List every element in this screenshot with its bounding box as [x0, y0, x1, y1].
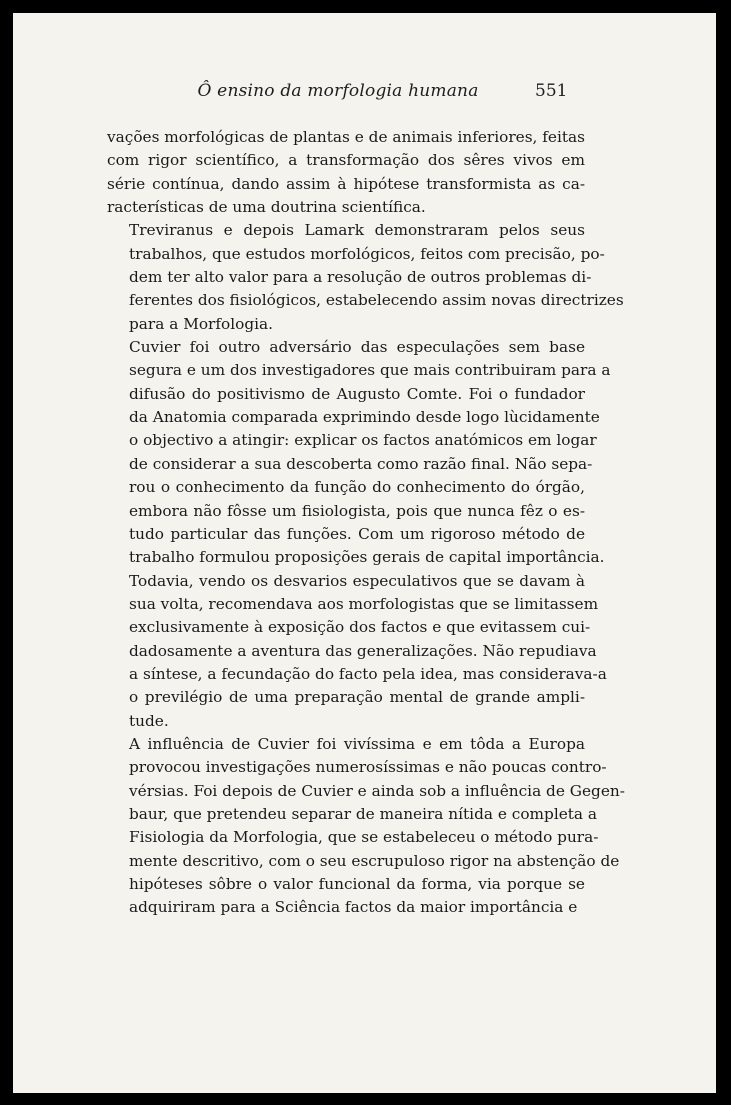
page-number: 551 [535, 81, 568, 101]
text-line: Fisiologia da Morfologia, que se estabeleceu o método pura- [129, 828, 599, 847]
body-text [107, 126, 625, 920]
text-line: embora não fôsse um fisiologista, pois que nunca fêz o es- [129, 501, 585, 520]
text-line: ferentes dos fisiológicos, estabelecendo assim novas directrizes [129, 291, 624, 310]
text-line: rou o conhecimento da função do conhecimento do órgão, [129, 478, 585, 497]
paragraph [107, 336, 611, 733]
paragraph [107, 219, 624, 336]
text-line: a síntese, a fecundação do facto pela idea, mas considerava-a [129, 664, 607, 683]
text-line: sua volta, recomendava aos morfologistas que se limitassem [129, 594, 599, 613]
text-line: vérsias. Foi depois de Cuvier e ainda sob a influência de Gegen- [129, 781, 625, 800]
text-line: tudo particular das funções. Com um rigoroso método de [129, 524, 585, 543]
text-line: vações morfológicas de plantas e de animais inferiores, feitas [107, 128, 585, 146]
paragraph [107, 733, 625, 920]
text-line: trabalho formulou proposições gerais de capital importância. [129, 548, 605, 567]
text-line: com rigor scientífico, a transformação dos sêres vivos em [107, 151, 585, 170]
text-line: dem ter alto valor para a resolução de outros problemas di- [129, 268, 592, 287]
text-line: para a Morfologia. [129, 314, 274, 333]
text-line: hipóteses sôbre o valor funcional da forma, via porque se [129, 875, 585, 893]
text-line: dadosamente a aventura das generalizações. Não repudiava [129, 641, 597, 660]
text-line: trabalhos, que estudos morfológicos, feitos com precisão, po- [129, 244, 605, 263]
running-title: Ô ensino da morfologia humana [197, 81, 479, 101]
text-line: o previlégio de uma preparação mental de grande ampli- [129, 688, 585, 707]
text-line: difusão do positivismo de Augusto Comte. Foi o fundador [129, 384, 585, 403]
text-line: racterísticas de uma doutrina scientífica. [107, 198, 426, 217]
text-line: série contínua, dando assim à hipótese transformista as ca- [107, 174, 585, 193]
paragraph [107, 126, 585, 219]
text-line: Treviranus e depois Lamark demonstraram pelos seus [129, 221, 585, 240]
text-line: tude. [129, 711, 169, 730]
text-line: exclusivamente à exposição dos factos e que evitassem cui- [129, 618, 591, 637]
text-line: mente descritivo, com o seu escrupuloso rigor na abstenção de [129, 851, 620, 870]
text-line: segura e um dos investigadores que mais contribuiram para a [129, 361, 611, 380]
text-line: Todavia, vendo os desvarios especulativos que se davam à [129, 571, 585, 590]
page-header [13, 81, 716, 105]
text-line: de considerar a sua descoberta como razão final. Não sepa- [129, 454, 593, 473]
text-line: adquiriram para a Sciência factos da maior importância e [129, 898, 578, 917]
text-line: o objectivo a atingir: explicar os factos anatómicos em logar [129, 431, 597, 450]
text-line: Cuvier foi outro adversário das especulações sem base [129, 338, 585, 357]
text-line: provocou investigações numerosíssimas e não poucas contro- [129, 758, 607, 777]
book-page [13, 13, 716, 1093]
text-line: baur, que pretendeu separar de maneira nítida e completa a [129, 804, 598, 823]
text-line: A influência de Cuvier foi vivíssima e em tôda a Europa [129, 734, 585, 753]
text-line: da Anatomia comparada exprimindo desde logo lùcidamente [129, 408, 600, 427]
